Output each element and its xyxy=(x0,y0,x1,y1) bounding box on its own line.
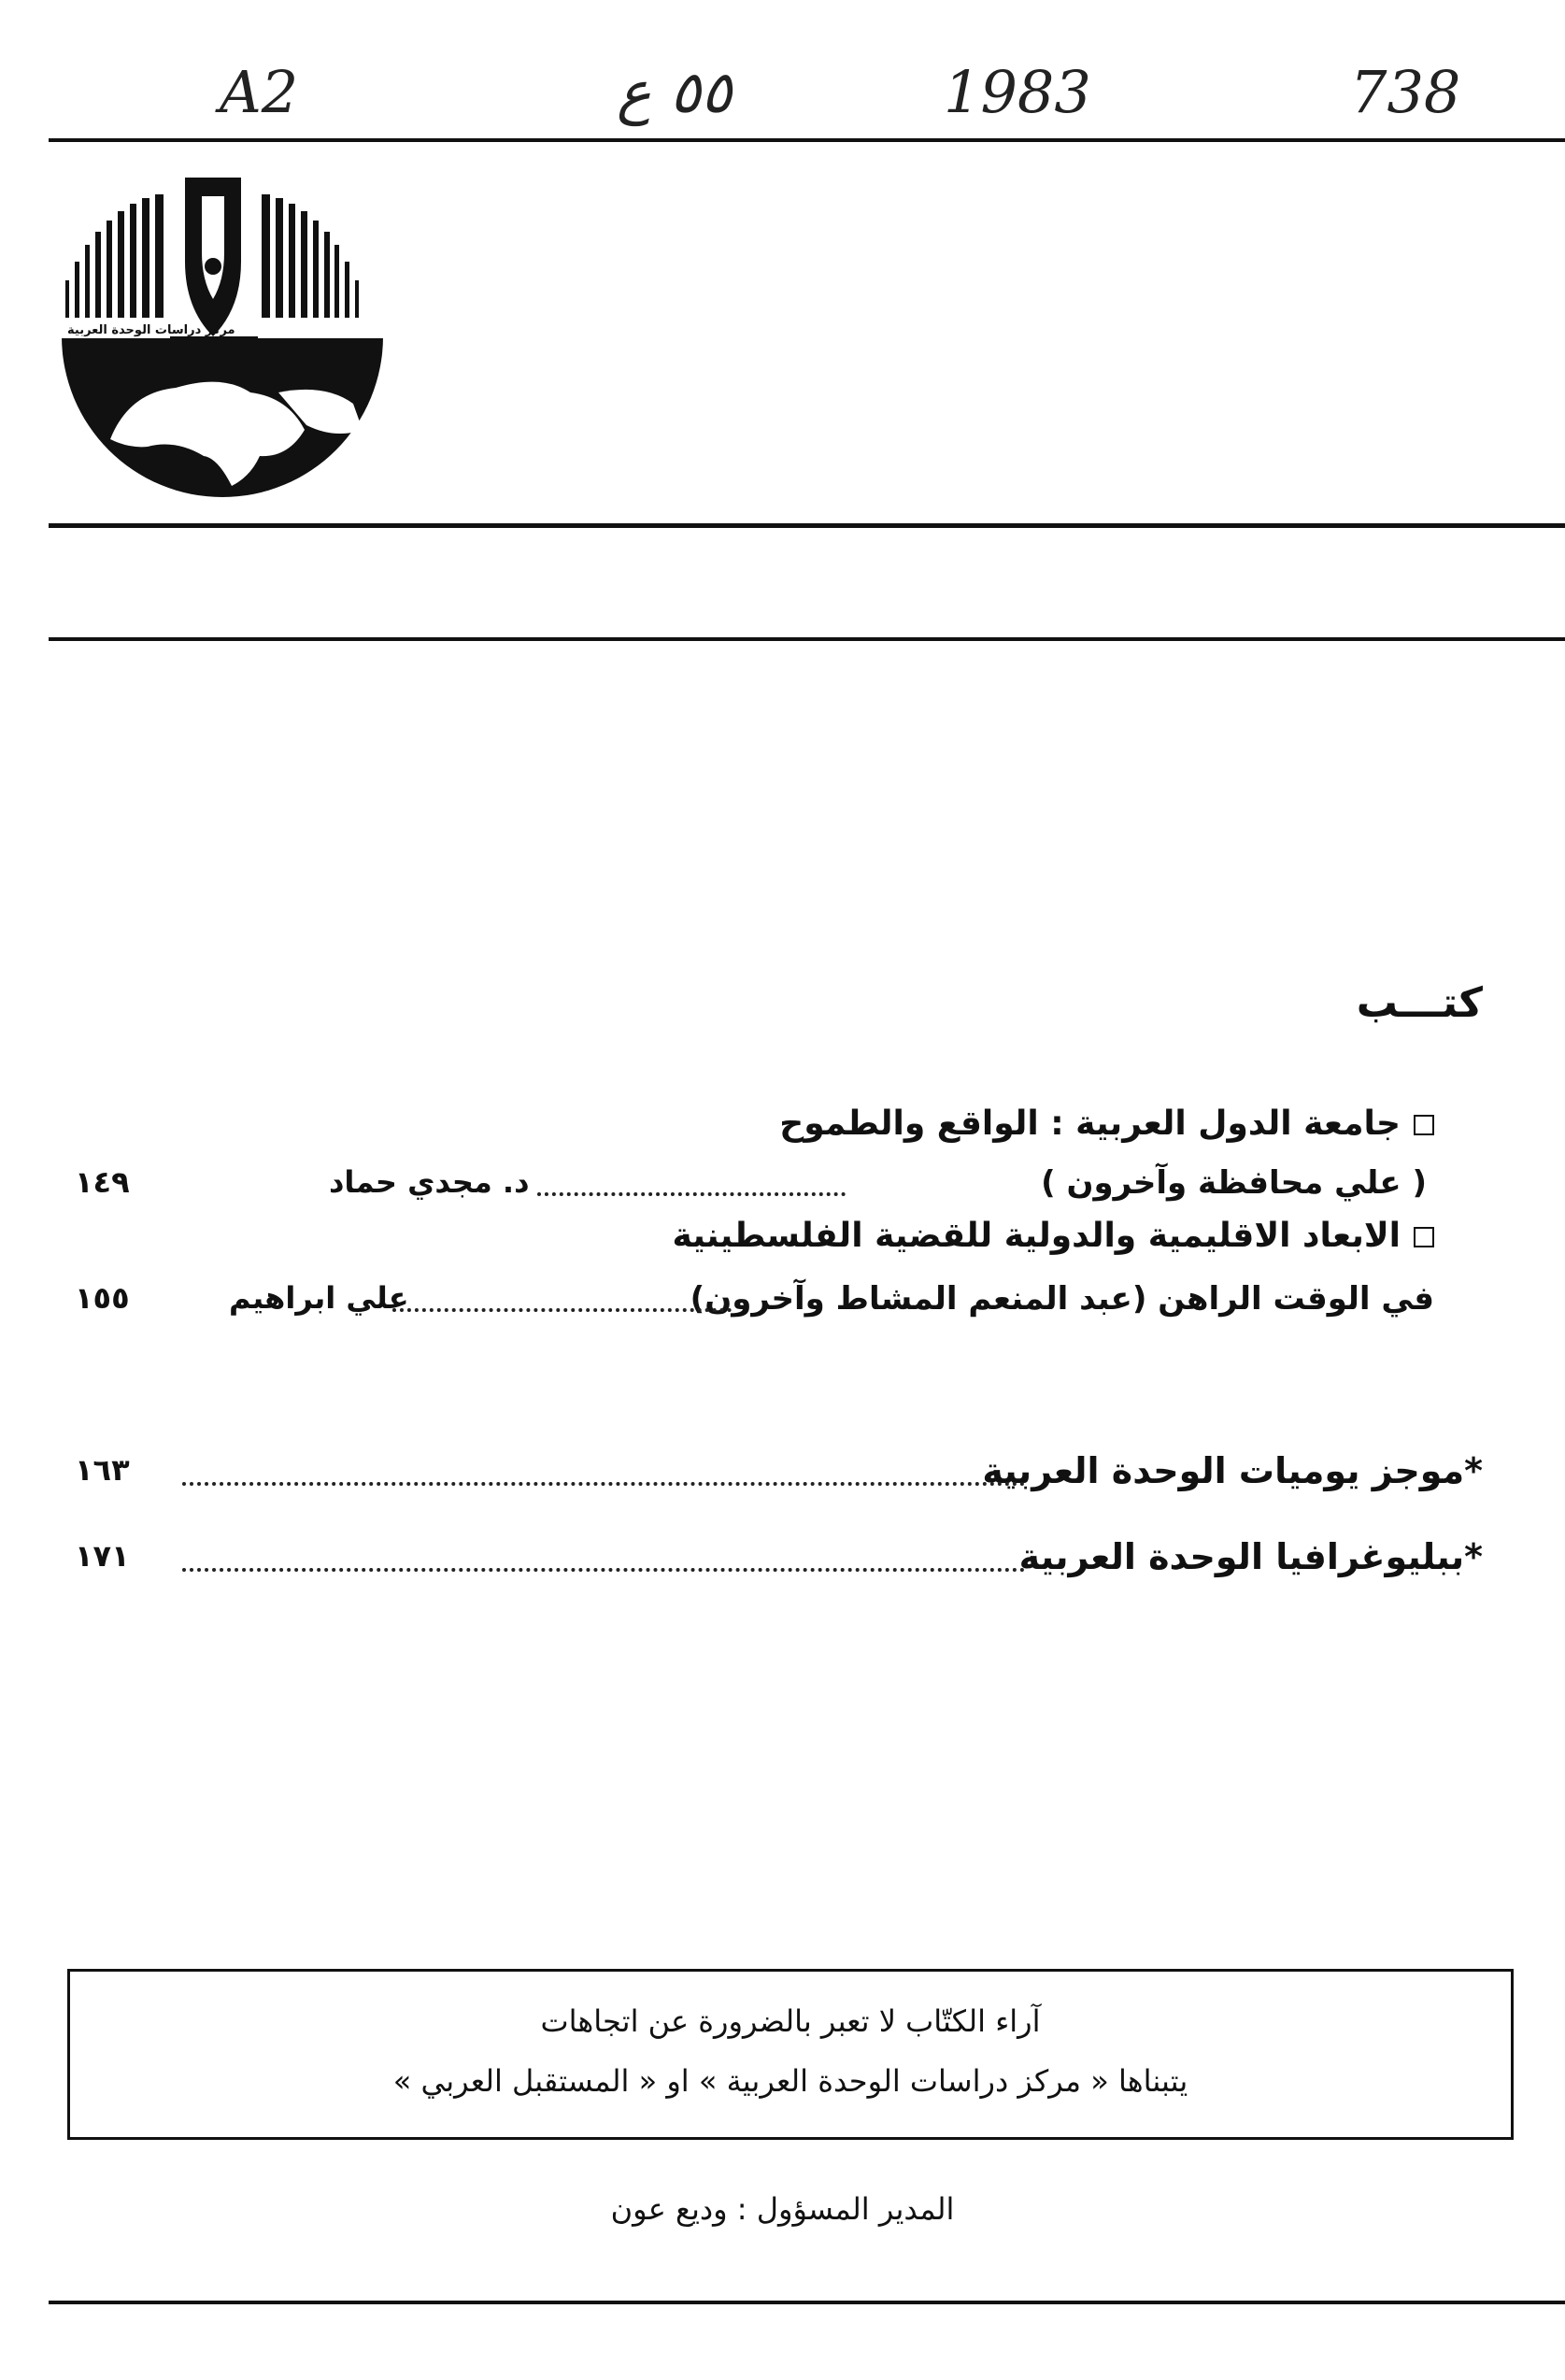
book-entry-2-title: الابعاد الاقليمية والدولية للقضية الفلسطينية xyxy=(672,1217,1434,1255)
section-1-page: ١٦٣ xyxy=(75,1452,130,1488)
responsible-manager: المدير المسؤول : وديع عون xyxy=(610,2191,955,2227)
disclaimer-line-1: آراء الكتّاب لا تعبر بالضرورة عن اتجاهات xyxy=(540,2003,1041,2039)
handwritten-issue: ٥٥ ع xyxy=(617,58,733,126)
dot-leader xyxy=(392,1290,732,1312)
section-row-1 xyxy=(75,1450,1483,1506)
footer-rule xyxy=(49,2301,1565,2304)
logo-text: مركز دراسات الوحدة العربية xyxy=(67,323,235,337)
book-entry-1-page: ١٤٩ xyxy=(75,1164,130,1200)
section-row-2 xyxy=(75,1536,1483,1592)
book-entry-2-subtitle: في الوقت الراهن (عبد المنعم المشاط وآخرون) xyxy=(690,1280,1434,1318)
dot-leader xyxy=(182,1549,1025,1572)
book-entry-1-row xyxy=(75,1164,1434,1217)
handwritten-year: 1983 xyxy=(944,58,1091,126)
book-entry-1-title: جامعة الدول العربية : الواقع والطموح xyxy=(779,1104,1434,1143)
book-entry-2-row xyxy=(75,1280,1434,1333)
handwritten-code: A2 xyxy=(220,58,299,126)
dot-leader xyxy=(537,1174,846,1196)
dot-leader xyxy=(182,1463,1025,1486)
header-rule-2 xyxy=(49,637,1565,641)
section-2-page: ١٧١ xyxy=(75,1538,130,1574)
header-rule-1 xyxy=(49,523,1565,528)
book-entry-2-page: ١٥٥ xyxy=(75,1280,130,1316)
checkbox-square-icon xyxy=(1414,1227,1434,1247)
handwritten-number: 738 xyxy=(1350,58,1461,126)
book-entry-1-subtitle: ( علي محافظة وآخرون ) xyxy=(1041,1164,1427,1202)
section-2-title: *ببليوغرافيا الوحدة العربية xyxy=(1018,1536,1483,1577)
book-entry-2-reviewer: علي ابراهيم xyxy=(229,1280,409,1316)
book-entry-1-reviewer: د. مجدي حماد xyxy=(329,1164,530,1200)
disclaimer-line-2: يتبناها « مركز دراسات الوحدة العربية » او « المستقبل العربي » xyxy=(392,2063,1188,2099)
checkbox-square-icon xyxy=(1414,1115,1434,1135)
center-logo xyxy=(54,159,391,505)
top-rule xyxy=(49,138,1565,142)
section-1-title: *موجز يوميات الوحدة العربية xyxy=(982,1450,1483,1491)
books-heading: كتـــب xyxy=(1356,979,1483,1027)
disclaimer-box xyxy=(67,1969,1514,2140)
